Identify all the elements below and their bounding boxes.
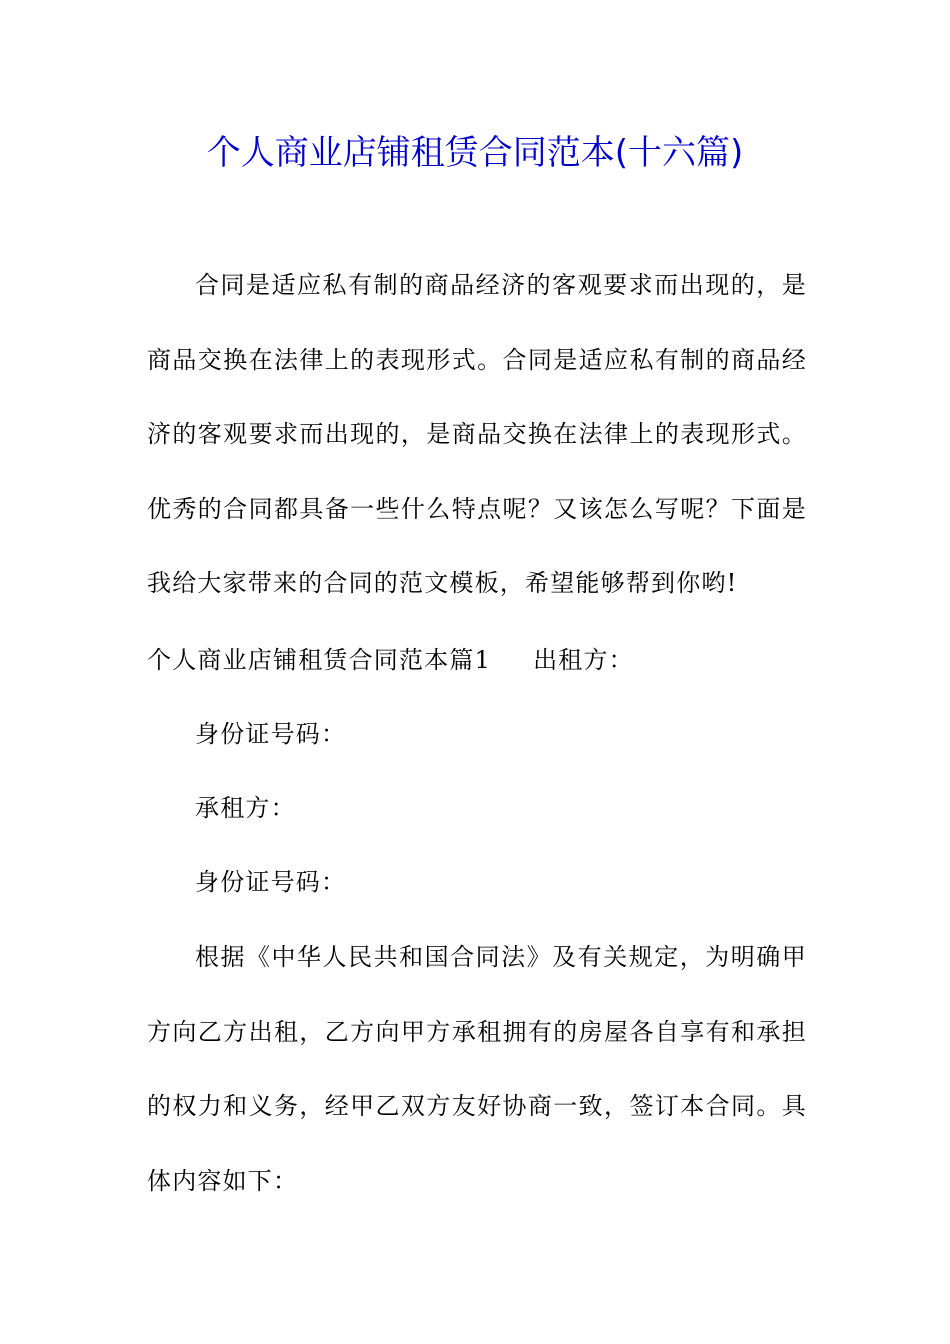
lessor-label: 出租方： <box>533 646 634 674</box>
section-heading-line <box>147 640 634 680</box>
lessee-field: 承租方： <box>195 794 296 822</box>
section-heading: 个人商业店铺租赁合同范本篇1 <box>147 646 492 674</box>
document-title: 个人商业店铺租赁合同范本(十六篇) <box>206 133 744 173</box>
intro-paragraph: 合同是适应私有制的商品经济的客观要求而出现的，是商品交换在法律上的表现形式。合同是适应私有制的商品经济的客观要求而出现的，是商品交换在法律上的表现形式。优秀的合同都具备一些什么特点呢？又该怎么写呢？下面是我给大家带来的合同的范文模板，希望能够帮到你哟! <box>147 271 807 597</box>
clause-paragraph: 根据《中华人民共和国合同法》及有关规定，为明确甲方向乙方出租，乙方向甲方承租拥有的房屋各自享有和承担的权力和义务，经甲乙双方友好协商一致，签订本合同。具体内容如下： <box>147 943 807 1195</box>
lessor-id-field: 身份证号码： <box>195 720 347 748</box>
lessee-id-field: 身份证号码： <box>195 868 347 896</box>
